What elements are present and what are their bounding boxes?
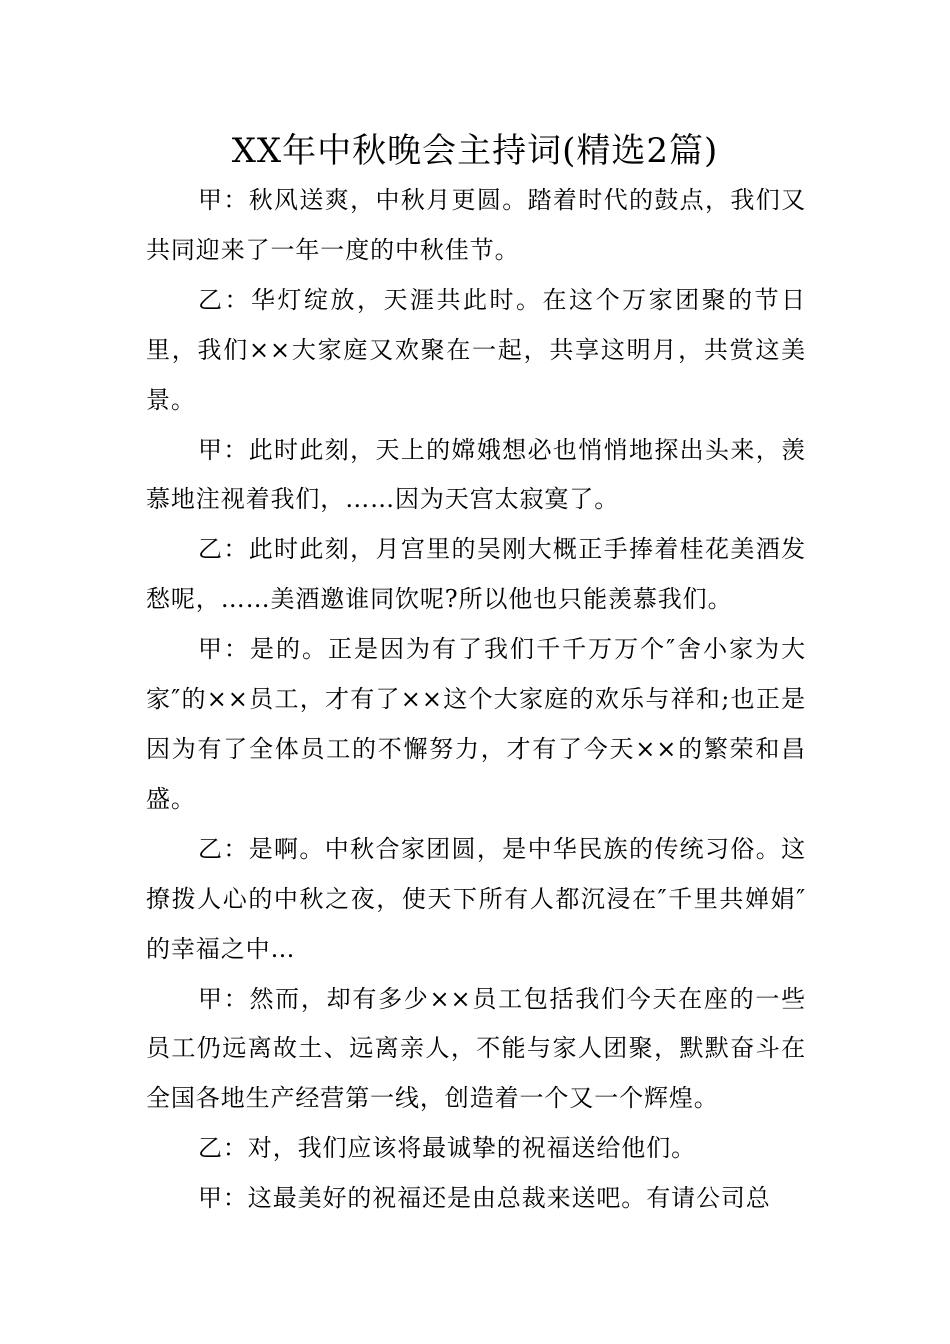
paragraph-7: 甲：然而，却有多少××员工包括我们今天在座的一些员工仍远离故土、远离亲人，不能与家人团聚，默默奋斗在全国各地生产经营第一线，创造着一个又一个辉煌。 bbox=[146, 984, 806, 1113]
document-title: XX年中秋晚会主持词(精选2篇) bbox=[231, 131, 719, 171]
paragraph-9: 甲：这最美好的祝福还是由总裁来送吧。有请公司总 bbox=[198, 1184, 771, 1213]
paragraph-3: 甲：此时此刻，天上的嫦娥想必也悄悄地探出头来，羡慕地注视着我们，……因为天宫太寂寞了。 bbox=[146, 435, 806, 514]
paragraph-4: 乙：此时此刻，月宫里的吴刚大概正手捧着桂花美酒发愁呢，……美酒邀谁同饮呢?所以他也只能羡慕我们。 bbox=[146, 535, 806, 614]
paragraph-6: 乙：是啊。中秋合家团圆，是中华民族的传统习俗。这撩拨人心的中秋之夜，使天下所有人都沉浸在″千里共婵娟″的幸福之中… bbox=[146, 834, 806, 963]
document-body bbox=[146, 176, 806, 1224]
paragraph-5: 甲：是的。正是因为有了我们千千万万个″舍小家为大家″的××员工，才有了××这个大家庭的欢乐与祥和;也正是因为有了全体员工的不懈努力，才有了今天××的繁荣和昌盛。 bbox=[146, 635, 806, 813]
paragraph-2: 乙：华灯绽放，天涯共此时。在这个万家团聚的节日里，我们××大家庭又欢聚在一起，共享这明月，共赏这美景。 bbox=[146, 285, 806, 414]
paragraph-8: 乙：对，我们应该将最诚挚的祝福送给他们。 bbox=[198, 1134, 696, 1163]
paragraph-1: 甲：秋风送爽，中秋月更圆。踏着时代的鼓点，我们又共同迎来了一年一度的中秋佳节。 bbox=[146, 186, 806, 264]
